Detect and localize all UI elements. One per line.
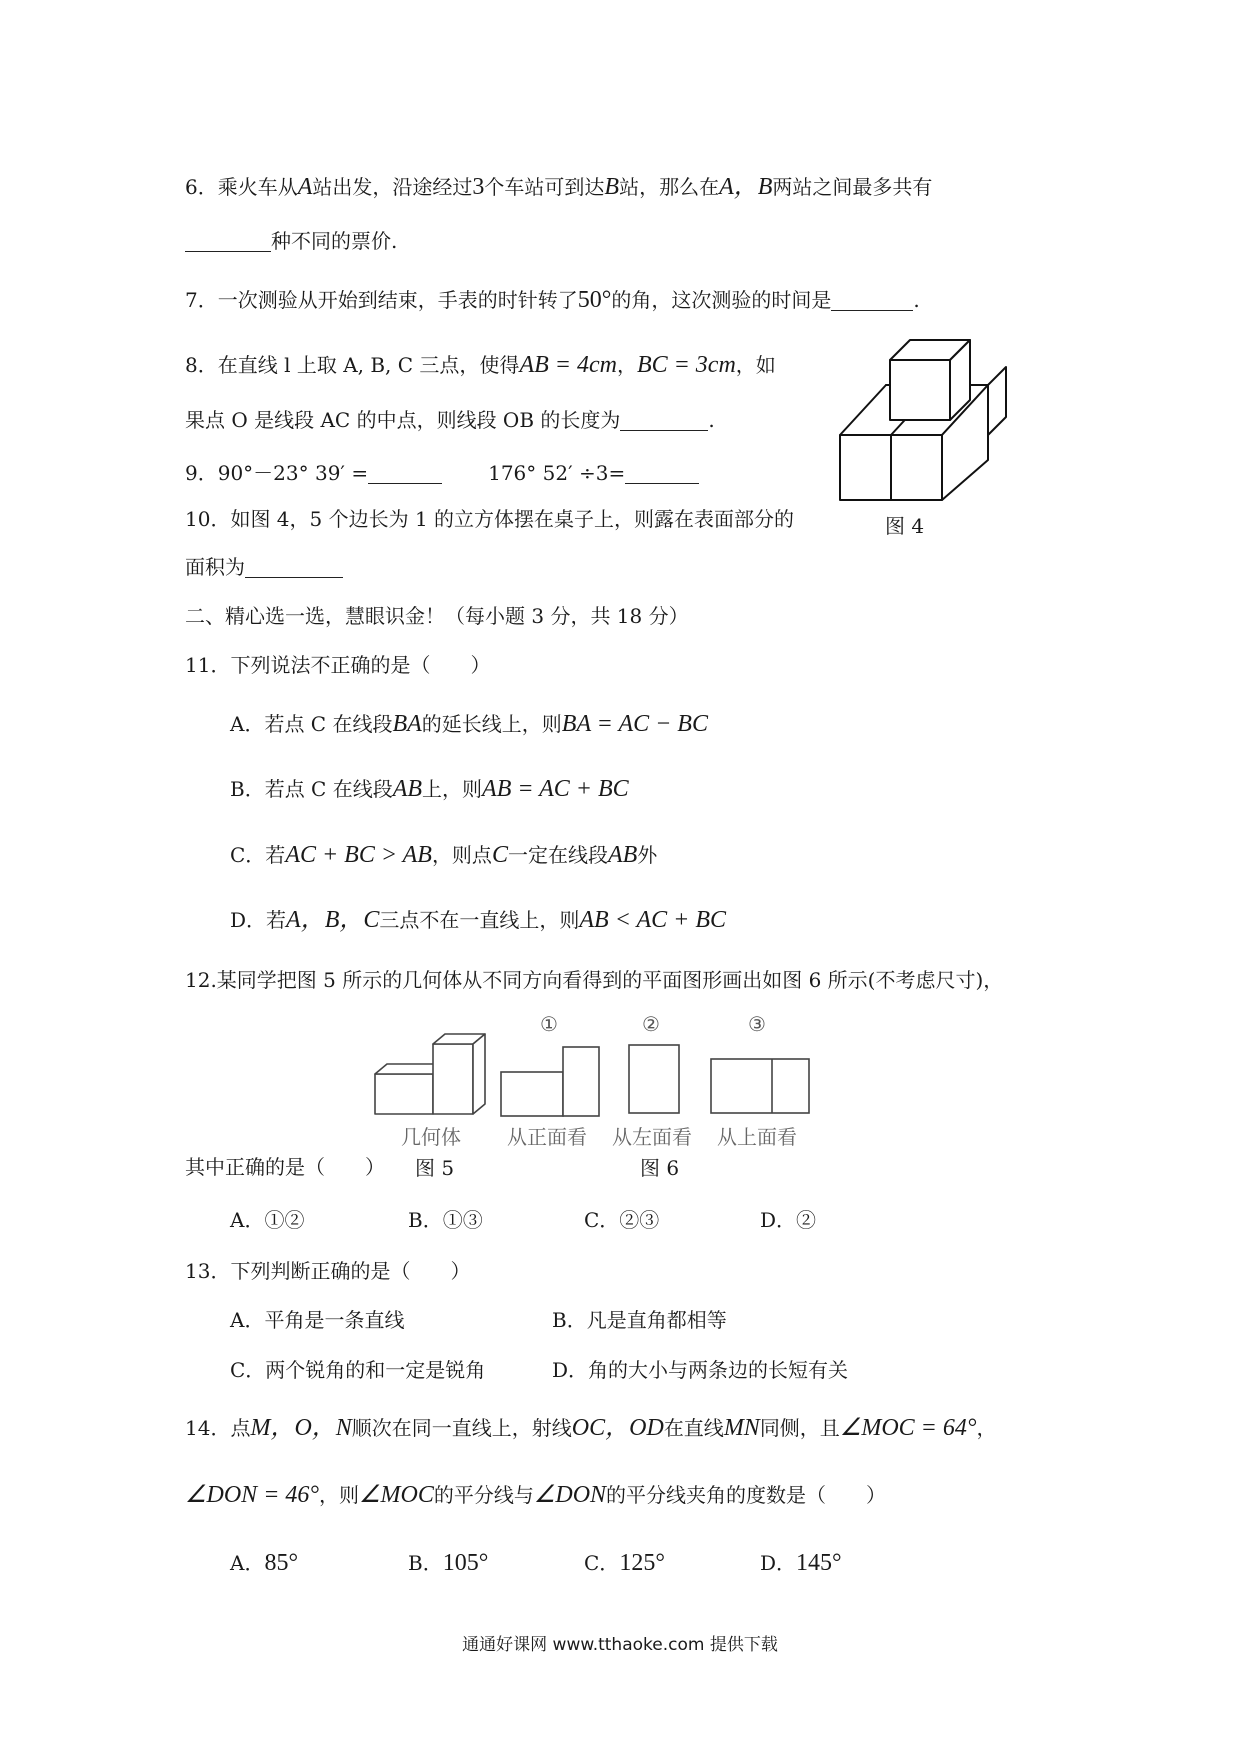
- view-number-2: ②: [642, 1012, 660, 1036]
- q11-option-a[interactable]: [230, 709, 708, 739]
- label-solid: 几何体: [401, 1125, 461, 1149]
- math: A，B，C: [286, 907, 380, 933]
- option-text: 三点不在一直线上，则: [379, 908, 580, 932]
- left-view-rect: [629, 1045, 679, 1113]
- q14-option-a[interactable]: [230, 1548, 298, 1578]
- view-number-1: ①: [540, 1012, 558, 1036]
- q6-text: 个车站可到达: [484, 175, 605, 199]
- q9: [185, 458, 699, 488]
- label-front-view: 从正面看: [507, 1125, 587, 1149]
- option-value: 145°: [796, 1550, 842, 1576]
- q6-station-a: A: [297, 174, 313, 200]
- front-view-low: [501, 1072, 563, 1116]
- math: AC + BC > AB: [285, 842, 432, 868]
- q6-line1: [185, 172, 932, 202]
- figure-4-cubes: [830, 330, 1030, 520]
- q14-option-c[interactable]: [584, 1548, 665, 1578]
- q12-option-c[interactable]: C．②③: [584, 1208, 660, 1232]
- answer-blank[interactable]: [185, 229, 271, 252]
- q12-option-d[interactable]: D．②: [760, 1208, 817, 1232]
- top-view-rect: [711, 1059, 809, 1113]
- option-text: 外: [637, 843, 658, 867]
- answer-blank[interactable]: [625, 461, 699, 484]
- option-value: 125°: [619, 1550, 665, 1576]
- front-view: [500, 1046, 600, 1118]
- math: M，O，N: [250, 1415, 352, 1441]
- option-text: A．若点 C 在线段: [230, 712, 393, 736]
- q12-option-b[interactable]: B．①③: [408, 1208, 483, 1232]
- q13-option-b[interactable]: B．凡是直角都相等: [552, 1308, 727, 1332]
- left-view: [628, 1044, 680, 1114]
- option-text: 的延长线上，则: [421, 712, 562, 736]
- math: AB < AC + BC: [579, 907, 726, 933]
- q14-text: 的平分线与: [433, 1483, 534, 1507]
- q10-text: 10．如图 4，5 个边长为 1 的立方体摆在桌子上，则露在表面部分的: [185, 507, 795, 531]
- q8-sep: ，: [616, 353, 637, 377]
- option-text: ，则点: [431, 843, 492, 867]
- option-label: C．: [584, 1551, 620, 1575]
- q11-option-d[interactable]: [230, 905, 726, 935]
- fig6-caption: 图 6: [640, 1156, 680, 1180]
- q10-line1: [185, 504, 794, 534]
- math: BA: [392, 711, 422, 737]
- option-label: A．: [230, 1551, 265, 1575]
- math: ∠DON = 46°: [185, 1482, 319, 1508]
- q12-stem: 12.某同学把图 5 所示的几何体从不同方向看得到的平面图形画出如图 6 所示(不考虑尺寸)，: [185, 968, 1004, 992]
- q6-text: 站出发，沿途经过: [312, 175, 473, 199]
- q6-count: 3: [472, 174, 485, 200]
- q14-option-d[interactable]: [760, 1548, 842, 1578]
- math: ∠MOC: [358, 1482, 434, 1508]
- view-number-3: ③: [748, 1012, 766, 1036]
- q13-option-a[interactable]: A．平角是一条直线: [230, 1308, 405, 1332]
- math: ∠MOC = 64°: [839, 1415, 977, 1441]
- q6-stations: A，B: [719, 174, 773, 200]
- q6-text: 种不同的票价.: [271, 229, 398, 253]
- answer-blank[interactable]: [620, 408, 708, 431]
- q14-line2: [185, 1480, 886, 1510]
- q8-end: .: [708, 408, 715, 432]
- label-top-view: 从上面看: [717, 1125, 797, 1149]
- figure-5-solid: [373, 1034, 493, 1114]
- q14-line1: [185, 1413, 996, 1443]
- option-text: C．若: [230, 843, 286, 867]
- answer-blank[interactable]: [368, 461, 442, 484]
- q14-text: 在直线: [663, 1416, 724, 1440]
- q8-line2: [185, 405, 715, 435]
- q7-text: 7．一次测验从开始到结束，手表的时针转了: [185, 288, 578, 312]
- q8-line1: [185, 350, 776, 380]
- math: OC，OD: [571, 1415, 664, 1441]
- q7: [185, 285, 920, 315]
- option-text: 上，则: [422, 777, 483, 801]
- top-view: [710, 1058, 810, 1114]
- q14-text: 的平分线夹角的度数是（ ）: [606, 1483, 887, 1507]
- q14-text: ，则: [318, 1483, 359, 1507]
- q9-expr1: 9．90°－23° 39′ =: [185, 461, 369, 485]
- solid-tall-side: [473, 1034, 485, 1114]
- q7-degree: 50°: [577, 287, 612, 313]
- q6-text: 站，那么在: [619, 175, 720, 199]
- option-value: 85°: [264, 1550, 299, 1576]
- q7-end: .: [913, 288, 920, 312]
- q14-text: 14．点: [185, 1416, 251, 1440]
- page-footer: 通通好课网 www.tthaoke.com 提供下载: [462, 1635, 778, 1655]
- answer-blank[interactable]: [831, 288, 913, 311]
- fig5-caption: 图 5: [415, 1156, 455, 1180]
- q14-text: 同侧，且: [759, 1416, 840, 1440]
- q6-station-b: B: [604, 174, 620, 200]
- section-2-heading: 二、精心选一选，慧眼识金！（每小题 3 分，共 18 分）: [185, 604, 689, 628]
- q11-option-b[interactable]: [230, 774, 629, 804]
- math: AB = AC + BC: [482, 776, 629, 802]
- option-label: D．: [760, 1551, 797, 1575]
- q6-line2: [185, 226, 397, 256]
- option-text: B．若点 C 在线段: [230, 777, 393, 801]
- q10-text: 面积为: [185, 555, 245, 579]
- q14-text: 顺次在同一直线上，射线: [351, 1416, 572, 1440]
- q14-text: ，: [976, 1416, 997, 1440]
- q8-text: 8．在直线 l 上取 A, B, C 三点，使得: [185, 353, 520, 377]
- front-view-tall: [563, 1047, 599, 1116]
- q12-prompt: 其中正确的是（ ）: [185, 1155, 385, 1179]
- math: BA = AC − BC: [561, 711, 708, 737]
- solid-tall-front: [433, 1044, 473, 1114]
- q12-option-a[interactable]: A．①②: [230, 1208, 305, 1232]
- q13-option-c[interactable]: C．两个锐角的和一定是锐角: [230, 1358, 486, 1382]
- answer-blank[interactable]: [245, 555, 343, 578]
- back-cube-side: [988, 367, 1006, 435]
- solid-low-front: [375, 1074, 433, 1114]
- q8-eq2: BC = 3cm: [636, 352, 736, 378]
- math: AB: [392, 776, 423, 802]
- math: MN: [723, 1415, 760, 1441]
- q6-text: 6．乘火车从: [185, 175, 298, 199]
- option-value: 105°: [442, 1550, 489, 1576]
- math: C: [491, 842, 508, 868]
- q13-option-d[interactable]: D．角的大小与两条边的长短有关: [552, 1358, 849, 1382]
- q11-stem: 11．下列说法不正确的是（ ）: [185, 653, 491, 677]
- label-left-view: 从左面看: [612, 1125, 692, 1149]
- option-label: B．: [408, 1551, 443, 1575]
- q8-text: ，如: [735, 353, 776, 377]
- q9-expr2: 176° 52′ ÷3=: [488, 461, 626, 485]
- q8-eq1: AB = 4cm: [519, 352, 617, 378]
- fig4-caption: 图 4: [885, 514, 925, 538]
- q8-text: 果点 O 是线段 AC 的中点，则线段 OB 的长度为: [185, 408, 621, 432]
- math: ∠DON: [533, 1482, 607, 1508]
- q7-text: 的角，这次测验的时间是: [611, 288, 832, 312]
- option-text: 一定在线段: [507, 843, 608, 867]
- top-cube-front: [890, 360, 950, 420]
- q6-text: 两站之间最多共有: [772, 175, 933, 199]
- q11-option-c[interactable]: [230, 840, 657, 870]
- q14-option-b[interactable]: [408, 1548, 488, 1578]
- option-text: D．若: [230, 908, 287, 932]
- q13-stem: 13．下列判断正确的是（ ）: [185, 1259, 471, 1283]
- q10-line2: [185, 552, 343, 582]
- math: AB: [607, 842, 638, 868]
